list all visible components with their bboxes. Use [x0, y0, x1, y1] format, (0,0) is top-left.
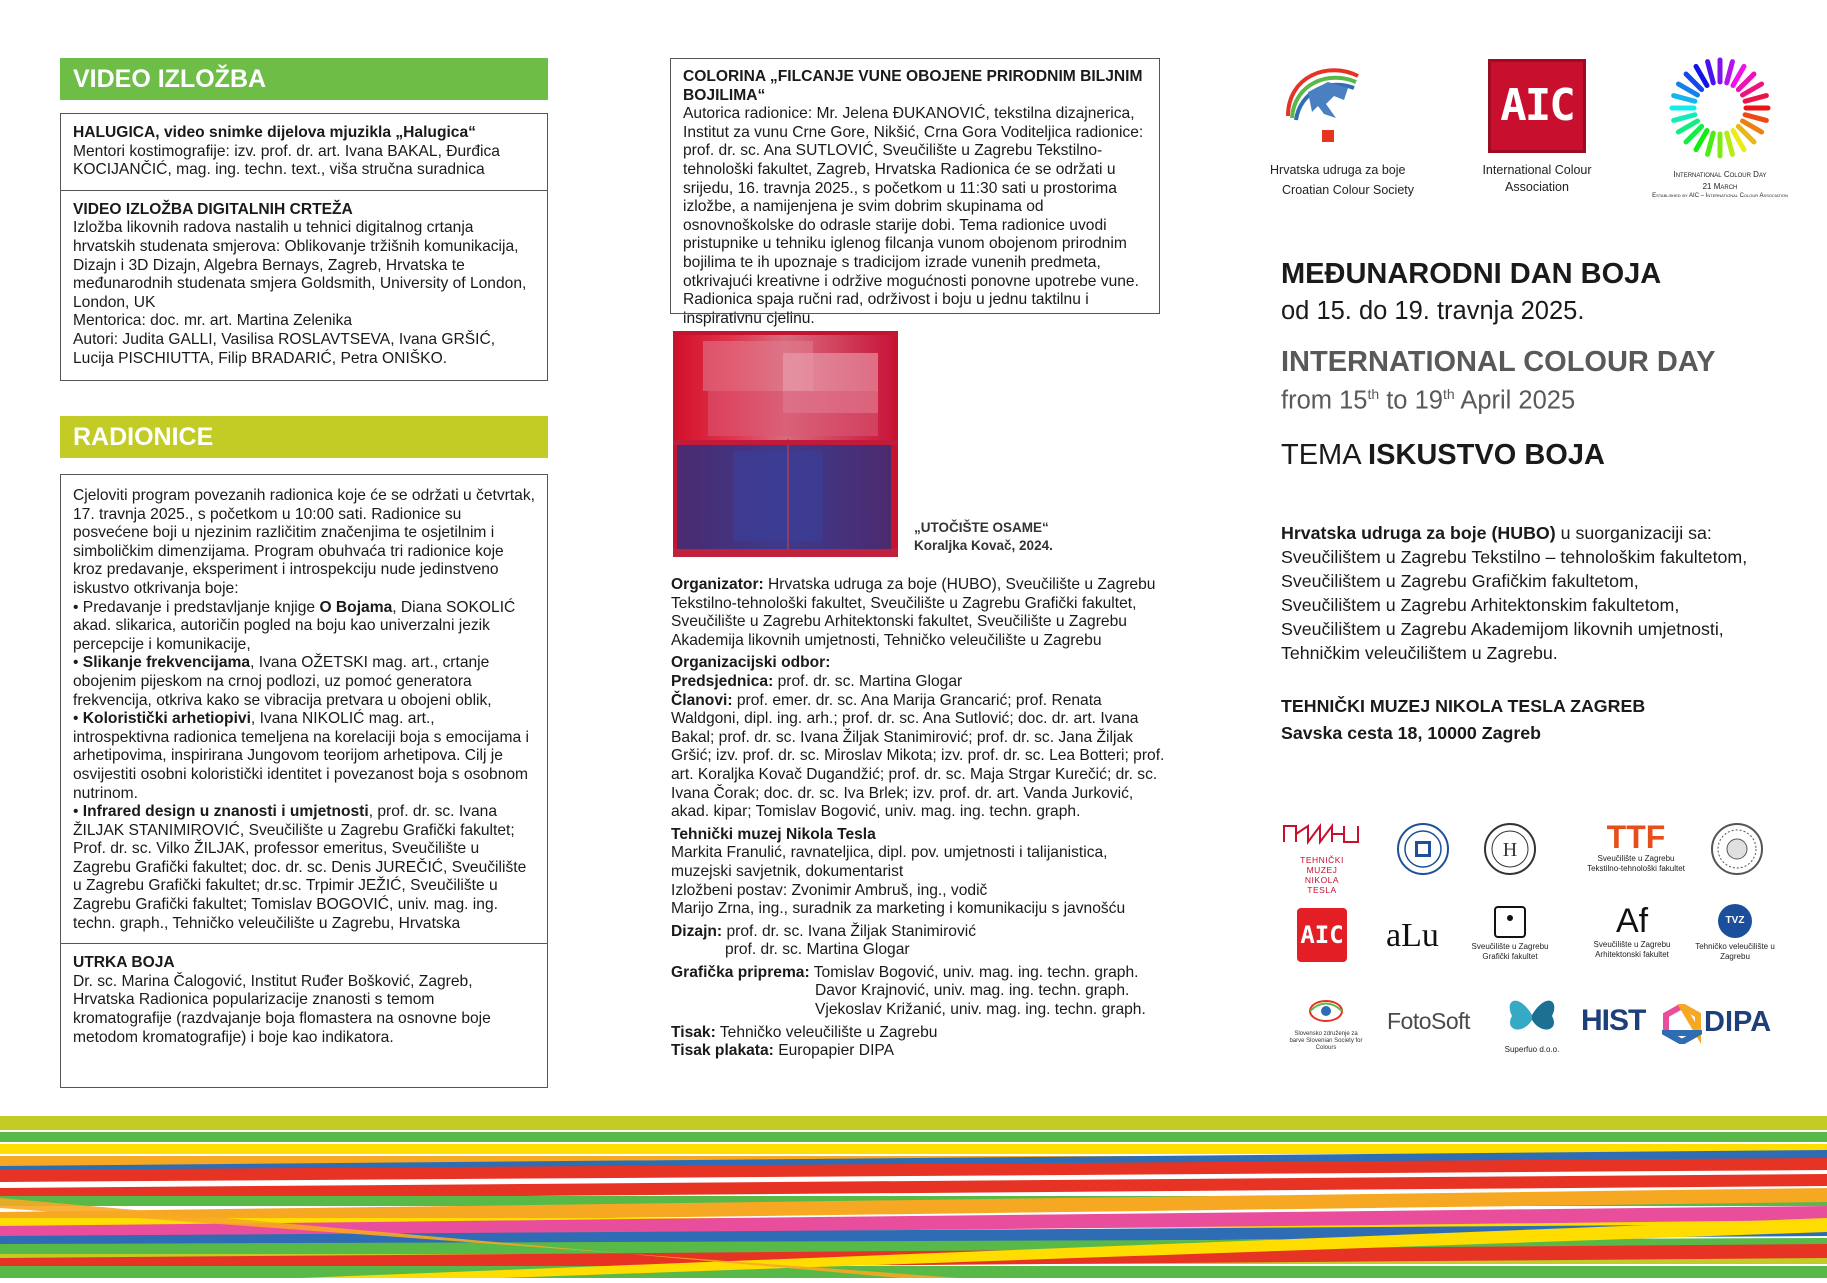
aic-small-logo — [1297, 908, 1347, 962]
association-seal-logo — [1710, 822, 1764, 881]
co-organizers — [1281, 521, 1801, 665]
aic-small-logo-text: AIC — [1300, 921, 1344, 949]
dates-hr: od 15. do 19. travnja 2025. — [1281, 297, 1585, 325]
halugica-section — [61, 114, 547, 190]
committee-label: Organizacijski odbor: — [671, 654, 831, 672]
colorina-body: Autorica radionice: Mr. Jelena ĐUKANOVIĆ, tekstilna dizajnerica, Institut za vunu Crne Gore, Nikšić, Crna Gora Voditeljica radionice: prof. dr. sc. Ana SUTLOVIĆ, Sveučilište u Zagrebu Tekstilno-tehnološki fakultet, Zagreb, Hrvatska Radionica će se održati u srijedu, 16. travnja 2025., s početkom u 11:30 sati u prostorima izložbe, a namijenjena je svim dobrim skupinama od osnovnoškolske do odrasle starije dobi. Tema radionice uvodi pristupnike u tehniku iglenog filcanja vunom obojenom prirodnim bojilima te ih upoznaje s tradicijom izrade vunenih predmeta, otkrivajući kreativne i održive mogućnosti ponovne upotrebe vune. Radionica spaja ručni rad, održivost i boju u jednu taktilnu i inspirativnu cjelinu. — [683, 105, 1144, 327]
eye-icon — [1288, 996, 1364, 1026]
artwork-title: „UTOČIŠTE OSAME“ — [914, 520, 1049, 535]
workshop-bullet-2: • Slikanje frekvencijama, Ivana OŽETSKI mag. art., crtanje obojenim pijeskom na crnoj podlozi, uz pomoć generatora frekvencija, otkriva kako se vibracija pretvara u obojeni oblik, — [73, 654, 492, 709]
colour-race-body: Dr. sc. Marina Čalogović, Institut Ruđer Bošković, Zagreb, Hrvatska Radionica popularizacije znanosti s temom kromatografije (razdvajanje boja flomastera na osnovne boje metodom kromatografije) i boje kao indikatora. — [73, 972, 491, 1046]
tvz-caption: Tehničko veleučilište u Zagrebu — [1695, 942, 1775, 961]
hexagon-icon — [1662, 1004, 1702, 1044]
af-logo — [1580, 902, 1684, 966]
dipa-logo — [1662, 1004, 1782, 1044]
co-organizers-intro: Hrvatska udruga za boje (HUBO) u suorganizaciji sa: — [1281, 523, 1712, 543]
prepress-line-1: Grafička priprema: Tomislav Bogović, univ. mag. ing. techn. graph. — [671, 963, 1139, 981]
co-organizer-5: Tehničkim veleučilištem u Zagrebu. — [1281, 643, 1558, 663]
grf-box-icon — [1494, 906, 1526, 938]
icd-ray — [1674, 96, 1695, 102]
poster-print-line: Tisak plakata: Europapier DIPA — [671, 1042, 895, 1060]
president-line: Predsjednica: prof. dr. sc. Martina Glogar — [671, 672, 963, 690]
svg-text:H: H — [1502, 839, 1518, 861]
print-line: Tisak: Tehničko veleučilište u Zagrebu — [671, 1023, 938, 1041]
fotosoft-logo-text: FotoSoft — [1387, 1008, 1470, 1034]
icd-ray — [1708, 133, 1714, 154]
workshop-bullet-1: • Predavanje i predstavljanje knjige O Bojama, Diana SOKOLIĆ akad. slikarica, autoričin pogled na boju kao univerzalni jezik percepcije i komunikacije, — [73, 598, 516, 653]
icd-ray — [1745, 115, 1766, 121]
icd-logo — [1668, 56, 1772, 160]
halugica-title: HALUGICA, video snimke dijelova mjuzikla „Halugica“ — [73, 124, 476, 141]
hubo-logo — [1278, 56, 1368, 156]
dates-en: from 15th to 19th April 2025 — [1281, 386, 1576, 415]
icd-caption-3: Established by AIC – International Colour Association — [1652, 193, 1788, 199]
hist-logo — [1581, 1004, 1645, 1038]
artwork-author: Koraljka Kovač, 2024. — [914, 538, 1053, 553]
aic-logo — [1488, 59, 1586, 153]
alu-logo-text: aLu — [1386, 917, 1439, 954]
museum-label: Tehnički muzej Nikola Tesla — [671, 825, 876, 843]
halugica-body: Mentori kostimografije: izv. prof. dr. art. Ivana BAKAL, Đurđica KOCIJANČIĆ, mag. ing. techn. text., viša stručna suradnica — [73, 142, 500, 179]
digital-drawings-section — [61, 190, 547, 378]
members-line: Članovi: prof. emer. dr. sc. Ana Marija Grancarić; prof. Renata Waldgoni, dipl. ing. arh.; prof. dr. sc. Ana Sutlović; doc. dr. art. Ivana Bakal; prof. dr. sc. Ivana Žiljak Stanimirović; prof. dr. sc. Jana Žiljak Gršić; izv. prof. dr. sc. Miroslav Mikota; izv. prof. dr. sc. Lea Botteri; prof. art. Koraljka Kovač Dugandžić; prof. dr. sc. Maja Strgar Kurečić; dr. sc. Ivana Čorak; doc. dr. sc. Iva Brlek; izv. prof. dr. art. Vanda Jurković, akad. kipar; Tomislav Bogović, univ. mag. ing. techn. graph. — [671, 691, 1165, 821]
museum-line-2: muzejski savjetnik, dokumentarist — [671, 862, 904, 880]
slovenian-society-logo — [1288, 996, 1364, 1056]
icd-caption-1: International Colour Day — [1673, 170, 1767, 179]
hist-logo-text: HIST — [1581, 1004, 1646, 1037]
ttf-logo-text: TTF — [1606, 819, 1666, 855]
design-line-2: prof. dr. sc. Martina Glogar — [725, 941, 910, 959]
museum-line-3: Izložbeni postav: Zvonimir Ambruš, ing., vodič — [671, 881, 988, 899]
ttf-caption: Sveučilište u Zagrebu Tekstilno-tehnološki fakultet — [1587, 854, 1685, 873]
co-organizer-4: Sveučilištem u Zagrebu Akademijom likovnih umjetnosti, — [1281, 619, 1724, 639]
co-organizer-2: Sveučilištem u Zagrebu Grafičkim fakultetom, — [1281, 571, 1639, 591]
theme-line: TEMA ISKUSTVO BOJA — [1281, 439, 1605, 471]
aic-caption: International Colour Association — [1482, 163, 1592, 194]
title-hr: MEĐUNARODNI DAN BOJA — [1281, 258, 1662, 290]
video-exhibition-box — [60, 113, 548, 381]
tvz-logo-text: TVZ — [1725, 915, 1745, 926]
grf-seal-logo — [1483, 822, 1537, 881]
workshops-box — [60, 474, 548, 1088]
workshop-bullet-3: • Koloristički arhetiopivi, Ivana NIKOLIĆ mag. art., introspektivna radionica temeljena na korelaciji boja s emocijama i arhetipovima, inspirirana Jungovom teorijom arhetipova. Cilj je osvijestiti osobni koloristički identitet i povezanost boja s osobnom nutrinom. — [73, 710, 529, 802]
af-caption: Sveučilište u Zagrebu Arhitektonski fakultet — [1593, 940, 1671, 959]
digital-drawings-mentor: Mentorica: doc. mr. art. Martina Zelenika — [73, 312, 353, 330]
aic-logo-text: AIC — [1500, 80, 1574, 131]
workshops-header: RADIONICE — [60, 416, 548, 458]
design-line-1: Dizajn: prof. dr. sc. Ivana Žiljak Stanimirović — [671, 922, 977, 940]
icd-caption-2: 21 March — [1702, 182, 1738, 191]
museum-line-4: Marijo Zrna, ing., suradnik za marketing i komunikaciju s javnošću — [671, 900, 1126, 918]
university-seal-logo — [1396, 822, 1450, 881]
co-organizer-1: Sveučilištem u Zagrebu Tekstilno – tehnološkim fakultetom, — [1281, 547, 1748, 567]
workshops-intro: Cjeloviti program povezanih radionica koje će se održati u četvrtak, 17. travnja 2025., s početkom u 10:00 sati. Radionice su posvećene boji u njezinim različitim značenjima te osjetilnim i simboličkim dimenzijama. Program obuhvaća tri radionice koje kroz predavanje, eksperiment i introspekciju nude jedinstveno iskustvo otkrivanja boje: — [73, 487, 535, 597]
digital-drawings-body: Izložba likovnih radova nastalih u tehnici digitalnog crtanja hrvatskih studenata smjerova: Oblikovanje tržišnih komunikacija, Dizajn i 3D Dizajn, Algebra Bernays, Zagreb, Hrvatska te međunarodnih studenata smjera Goldsmith, University of London, London, UK — [73, 219, 527, 311]
venue-name: TEHNIČKI MUZEJ NIKOLA TESLA ZAGREB — [1281, 696, 1646, 716]
icd-ray — [1708, 62, 1714, 83]
artwork-image — [673, 331, 898, 557]
prepress-line-2: Davor Krajnović, univ. mag. ing. techn. graph. — [815, 982, 1130, 1000]
icd-ray — [1727, 133, 1733, 154]
icd-ray — [1727, 62, 1733, 83]
icd-ray — [1745, 96, 1766, 102]
workshop-bullet-4: • Infrared design u znanosti i umjetnosti, prof. dr. sc. Ivana ŽILJAK STANIMIROVIĆ, Sveučilište u Zagrebu Grafički fakultet; Prof. dr. sc. Vilko ŽILJAK, professor emeritus, Sveučilište u Zagrebu Grafički fakultet; doc. dr. sc. Denis JUREČIĆ, Sveučilište u Zagrebu Grafički fakultet; dr.sc. Trpimir JEŽIĆ, Sveučilište u Zagrebu Grafički fakultet; Tomislav BOGOVIĆ, univ. mag. ing. techn. graph., Tehničko veleučilište u Zagrebu, Hrvatska — [73, 803, 527, 932]
hubo-caption-2: Croatian Colour Society — [1282, 183, 1415, 197]
title-en: INTERNATIONAL COLOUR DAY — [1281, 346, 1716, 378]
fotosoft-logo — [1387, 1008, 1470, 1035]
venue-address: Savska cesta 18, 10000 Zagreb — [1281, 723, 1541, 743]
digital-drawings-authors: Autori: Judita GALLI, Vasilisa ROSLAVTSEVA, Ivana GRŠIĆ, Lucija PISCHIUTTA, Filip BRADARIĆ, Petra ONIŠKO. — [73, 330, 496, 367]
digital-drawings-title: VIDEO IZLOŽBA DIGITALNIH CRTEŽA — [73, 200, 353, 218]
dipa-logo-text: DIPA — [1704, 1006, 1772, 1038]
superfuo-logo — [1498, 990, 1566, 1054]
colour-race-title: UTRKA BOJA — [73, 954, 175, 972]
icd-ray — [1674, 115, 1695, 121]
colorina-title: COLORINA „FILCANJE VUNE OBOJENE PRIRODNIM BILJNIM BOJILIMA“ — [683, 68, 1143, 104]
alu-logo — [1386, 906, 1440, 966]
tvz-circle-icon — [1718, 904, 1752, 938]
grf-logo — [1462, 906, 1558, 966]
tvz-logo — [1690, 904, 1780, 968]
superfuo-caption: Superfuo d.o.o. — [1504, 1045, 1560, 1054]
tesla-museum-logo-text: TEHNIČKI MUZEJ NIKOLA TESLA — [1300, 855, 1344, 895]
museum-line-1: Markita Franulić, ravnateljica, dipl. pov. umjetnosti i talijanistica, — [671, 844, 1108, 862]
icd-sunburst-icon — [1668, 56, 1772, 160]
co-organizer-3: Sveučilištem u Zagrebu Arhitektonskim fakultetom, — [1281, 595, 1680, 615]
workshops-section — [61, 475, 547, 943]
grf-caption: Sveučilište u Zagrebu Grafički fakultet — [1471, 942, 1549, 961]
ttf-logo — [1586, 820, 1686, 880]
colorina-box — [670, 58, 1160, 327]
hubo-caption-1: Hrvatska udruga za boje — [1270, 163, 1406, 177]
credits-block — [671, 576, 1167, 1061]
af-logo-text: Af — [1615, 902, 1649, 940]
tesla-museum-logo — [1282, 822, 1362, 895]
slovenian-society-caption: Slovensko združenje za barve Slovenian Society for Colours — [1289, 1031, 1363, 1051]
prepress-line-3: Vjekoslav Križanić, univ. mag. ing. techn. graph. — [815, 1001, 1146, 1019]
colour-race-section — [61, 943, 547, 1057]
organizer-line: Organizator: Hrvatska udruga za boje (HUBO), Sveučilište u Zagrebu Tekstilno-tehnološki fakultet, Sveučilište u Zagrebu Grafički fakultet, Sveučilište u Zagrebu Arhitektonski fakultet, Sveučilište u Zagrebu Akademija likovnih umjetnosti, Tehničko veleučilište u Zagrebu — [671, 576, 1156, 649]
decorative-stripes — [0, 1108, 1827, 1278]
video-exhibition-header: VIDEO IZLOŽBA — [60, 58, 548, 100]
butterfly-icon — [1498, 990, 1566, 1040]
